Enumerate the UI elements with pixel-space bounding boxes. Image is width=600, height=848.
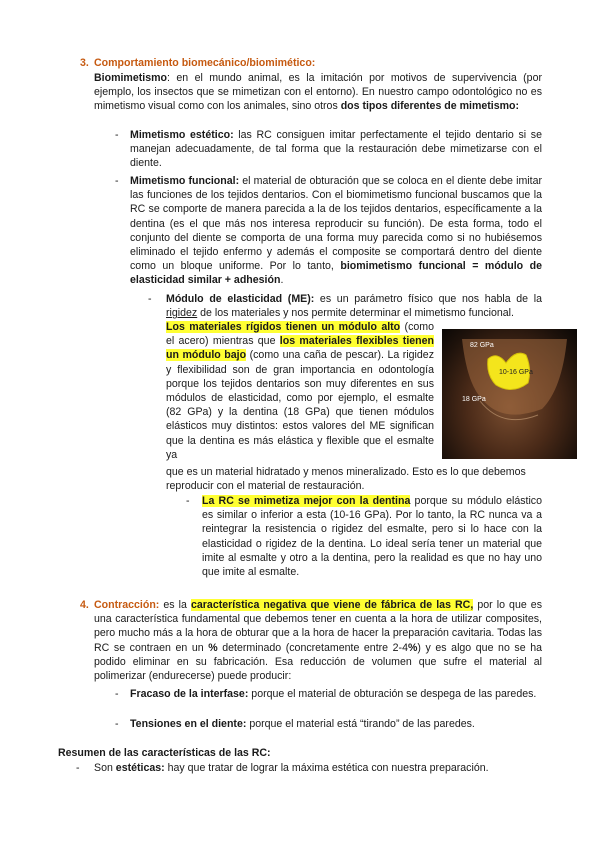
summary-heading: Resumen de las características de las RC: [58,747,271,759]
rc-dentina-item: La RC se mimetiza mejor con la dentina porque su módulo elástico es similar o inferior a esta (10-16 GPa). Por lo tanto, la RC nunca va a reintegrar la resistencia o rigidez del esmalte, pero si lo hace con la elasticidad o rigidez de la dentina. Lo ideal sería tener un material que imite al esmalte y otro a la dentina, pero la realidad es que no hay uno que imite al esmalte. [202,495,542,579]
bullet-dash: - [76,762,80,774]
rigidez-paragraph: Los materiales rígidos tienen un módulo alto (como el acero) mientras que los materiales flexibles tienen un módulo bajo (como una caña de pescar). La rigidez y flexibilidad son de gran importancia en odontología porque los tejidos dentarios son muy diferentes en sus módulos de elasticidad, como por ejemplo, el esmalte (82 GPa) y la dentina (18 GPa) que tienen módulos elásticos muy distintos: estos valores del ME significan que la dentina es más elástica y flexible que el esmalte ya [166,321,434,461]
mimetismo-estetico-item: Mimetismo estético: las RC consiguen imitar perfectamente el tejido dentario si se manejan adecuadamente, de tal forma que la restauración debe mimetizarse con el diente. [130,129,542,170]
bullet-dash: - [115,688,119,700]
bullet-dash: - [115,175,119,187]
biomimetismo-paragraph: Biomimetismo: en el mundo animal, es la imitación por motivos de supervivencia (por ejemplo, los insectos que se mimetizan con el entorno). En nuestro campo odontológico no es mimetismo visual como con los animales, sino otros dos tipos diferentes de mimetismo: [94,72,542,113]
composite-label: 10-16 GPa [499,369,533,376]
dentin-label: 18 GPa [462,396,486,403]
tooth-illustration [442,329,577,459]
tensiones-diente-item: Tensiones en el diente: porque el material está “tirando” de las paredes. [130,718,475,730]
section-3-title: Comportamiento biomecánico/biomimético: [94,57,316,69]
modulo-elasticidad-item: Módulo de elasticidad (ME): es un parámetro físico que nos habla de la rigidez de los materiales y nos permite determinar el mimetismo funcional. [166,293,542,320]
bullet-dash: - [115,718,119,730]
mimetismo-funcional-item: Mimetismo funcional: el material de obturación que se coloca en el diente debe imitar las funciones de los tejidos dentarios. Con el biomimetismo funcional buscamos que la RC se comporte de manera parecida a la de los tejidos dentarios, específicamente a la dentina (es el que más nos interesa reproducir su función). De esta forma, todo el conjunto del diente se comporta de una forma muy parecida como si no hubiésemos eliminado el tejido enfermo y además el composite se comportará dentro del diente como un bloque uniforme. Por lo tanto, biomimetismo funcional = módulo de elasticidad similar + adhesión. [130,175,543,287]
section-4-number: 4. [80,599,89,611]
section-3-heading [80,56,89,70]
rigidez-continuation: que es un material hidratado y menos mineralizado. Esto es lo que debemos reproducir con el material de restauración. [166,466,526,493]
bullet-dash: - [148,293,152,305]
tooth-cross-section-image [442,329,577,459]
bullet-dash: - [115,129,119,141]
enamel-label: 82 GPa [470,342,494,349]
fracaso-interfase-item: Fracaso de la interfase: porque el material de obturación se despega de las paredes. [130,688,537,700]
contraccion-paragraph: Contracción: es la característica negativa que viene de fábrica de las RC, por lo que es una característica fundamental que debemos tener en cuenta a la hora de utilizar composites, pero mucho más a la hora de obturar que a la hora de hacer la preparación cavitaria. Todas las RC se contraen en un % determinado (concretamente entre 2-4%) y es algo que no se ha podido eliminar en su fabricación. Esa reducción de volumen que sufre el material al polimerizar (endurecerse) puede producir: [94,599,542,683]
bullet-dash: - [186,495,190,507]
summary-item-esteticas: Son estéticas: hay que tratar de lograr la máxima estética con nuestra preparación. [94,762,489,774]
section-number: 3. [80,57,89,69]
